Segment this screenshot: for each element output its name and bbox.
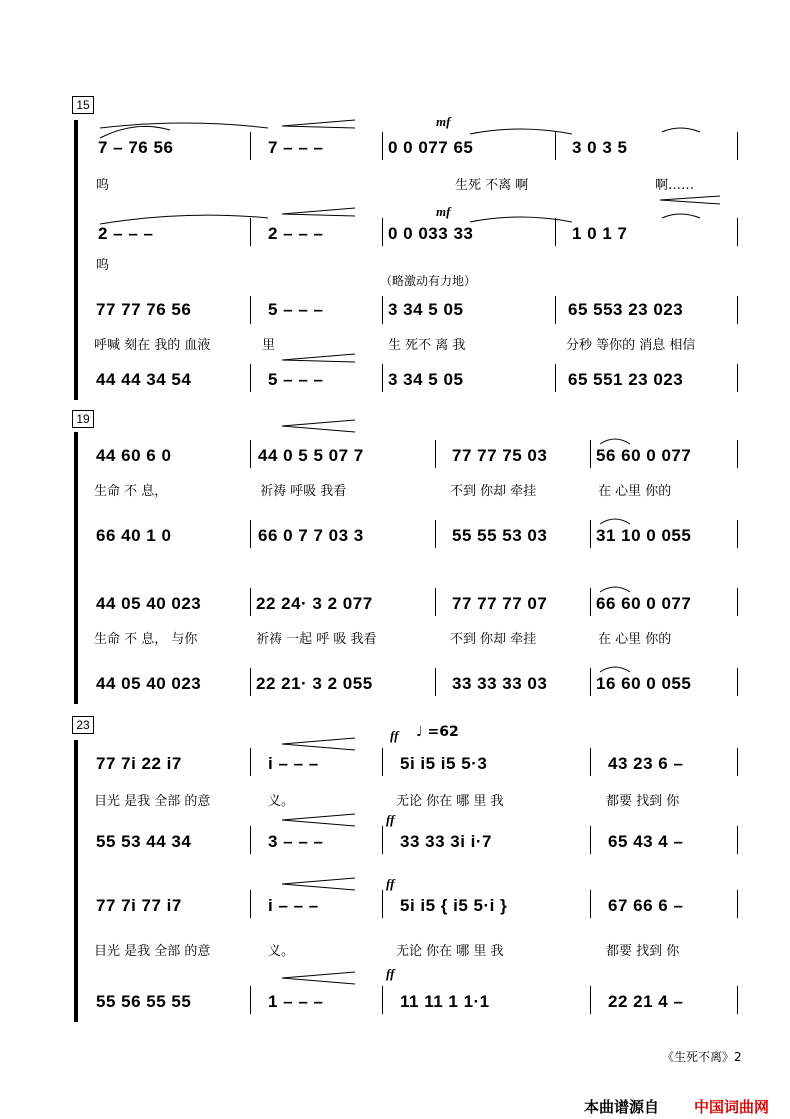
dynamic-mark: mf (436, 204, 451, 219)
notes: 1 0 1 7 (572, 224, 628, 243)
notes: 65 553 23 023 (568, 300, 684, 319)
notes: 67 66 6 – (608, 896, 684, 915)
notes: 65 551 23 023 (568, 370, 684, 389)
notes: 3 0 3 5 (572, 138, 628, 157)
notes: 44 05 40 023 (96, 674, 202, 693)
measure-number: 23 (72, 716, 94, 734)
lyric: 在 心里 你的 (598, 484, 672, 499)
notes: 77 7i 77 i7 (96, 896, 182, 915)
notes: 77 7i 22 i7 (96, 754, 182, 773)
notes: 3 34 5 05 (388, 300, 464, 319)
notes: i – – – (268, 896, 319, 915)
lyric: 啊…… (655, 178, 695, 193)
notes: 44 44 34 54 (96, 370, 192, 389)
notes: 66 60 0 077 (596, 594, 692, 613)
measure-number: 19 (72, 410, 94, 428)
notes: 65 43 4 – (608, 832, 684, 851)
notes: 66 0 7 7 03 3 (258, 526, 364, 545)
dynamic-mark: mf (436, 114, 451, 129)
lyric: 祈祷 一起 呼 吸 我看 (256, 632, 377, 647)
lyric: 生命 不 息， (94, 484, 168, 499)
notes: 55 53 44 34 (96, 832, 192, 851)
dynamic-mark: ff (386, 812, 395, 827)
lyric: 祈祷 呼吸 我看 (260, 484, 347, 499)
notes: i – – – (268, 754, 319, 773)
lyric: 分秒 等你的 消息 相信 (566, 338, 696, 353)
notes: 66 40 1 0 (96, 526, 172, 545)
notes: 44 0 5 5 07 7 (258, 446, 364, 465)
notes: 5 – – – (268, 370, 324, 389)
lyric: 义。 (268, 944, 295, 959)
tempo-mark: ♩ =62 (416, 724, 459, 740)
dynamic-mark: ff (390, 728, 399, 743)
lyric: 无论 你在 哪 里 我 (396, 944, 504, 959)
notes: 77 77 77 07 (452, 594, 548, 613)
lyric: 生 死不 离 我 (388, 338, 466, 353)
notes: 22 21 4 – (608, 992, 684, 1011)
notes: 56 60 0 077 (596, 446, 692, 465)
notes: 7 – – – (268, 138, 324, 157)
lyric: 呜 (96, 258, 110, 273)
lyric: 生命 不 息， 与你 (94, 632, 198, 647)
lyric: 目光 是我 全部 的意 (94, 794, 211, 809)
lyric: 无论 你在 哪 里 我 (396, 794, 504, 809)
notes: 2 – – – (98, 224, 154, 243)
notes: 22 24· 3 2 077 (256, 594, 373, 613)
dynamic-mark: ff (386, 966, 395, 981)
notes: 44 60 6 0 (96, 446, 172, 465)
notes: 22 21· 3 2 055 (256, 674, 373, 693)
tempo-value: =62 (427, 724, 459, 740)
notes: 2 – – – (268, 224, 324, 243)
notes: 11 11 1 1·1 (400, 992, 490, 1011)
notes: 33 33 33 03 (452, 674, 548, 693)
notes: 77 77 75 03 (452, 446, 548, 465)
notes: 44 05 40 023 (96, 594, 202, 613)
notes: 33 33 3i i·7 (400, 832, 493, 851)
lyric: 都要 找到 你 (606, 794, 680, 809)
lyric: 里 (262, 338, 276, 353)
lyric: 都要 找到 你 (606, 944, 680, 959)
footer-site: 中国词曲网 (694, 1098, 770, 1116)
measure-number: 15 (72, 96, 94, 114)
lyric: 生死 不离 啊 (455, 178, 529, 193)
notes: 3 – – – (268, 832, 324, 851)
notes: 43 23 6 – (608, 754, 684, 773)
notes: 5i i5 { i5 5·i } (400, 896, 508, 915)
lyric: 不到 你却 牵挂 (450, 484, 537, 499)
footer-title: 《生死不离》2 (662, 1050, 742, 1064)
dynamic-mark: ff (386, 876, 395, 891)
lyric: 不到 你却 牵挂 (450, 632, 537, 647)
expression-mark: （略激动有力地） (380, 274, 477, 288)
lyric: 呼喊 刻在 我的 血液 (94, 338, 211, 353)
notes: 5 – – – (268, 300, 324, 319)
lyric: 在 心里 你的 (598, 632, 672, 647)
notes: 3 34 5 05 (388, 370, 464, 389)
notes: 31 10 0 055 (596, 526, 692, 545)
footer-source: 本曲谱源自 (584, 1098, 660, 1116)
notes: 7 – 76 56 (98, 138, 174, 157)
notes: 1 – – – (268, 992, 324, 1011)
notes: 16 60 0 055 (596, 674, 692, 693)
notes: 0 0 033 33 (388, 224, 474, 243)
notes: 0 0 077 65 (388, 138, 474, 157)
notes: 55 55 53 03 (452, 526, 548, 545)
lyric: 义。 (268, 794, 295, 809)
lyric: 呜 (96, 178, 110, 193)
notes: 5i i5 i5 5·3 (400, 754, 488, 773)
lyric: 目光 是我 全部 的意 (94, 944, 211, 959)
notes: 77 77 76 56 (96, 300, 192, 319)
notes: 55 56 55 55 (96, 992, 192, 1011)
